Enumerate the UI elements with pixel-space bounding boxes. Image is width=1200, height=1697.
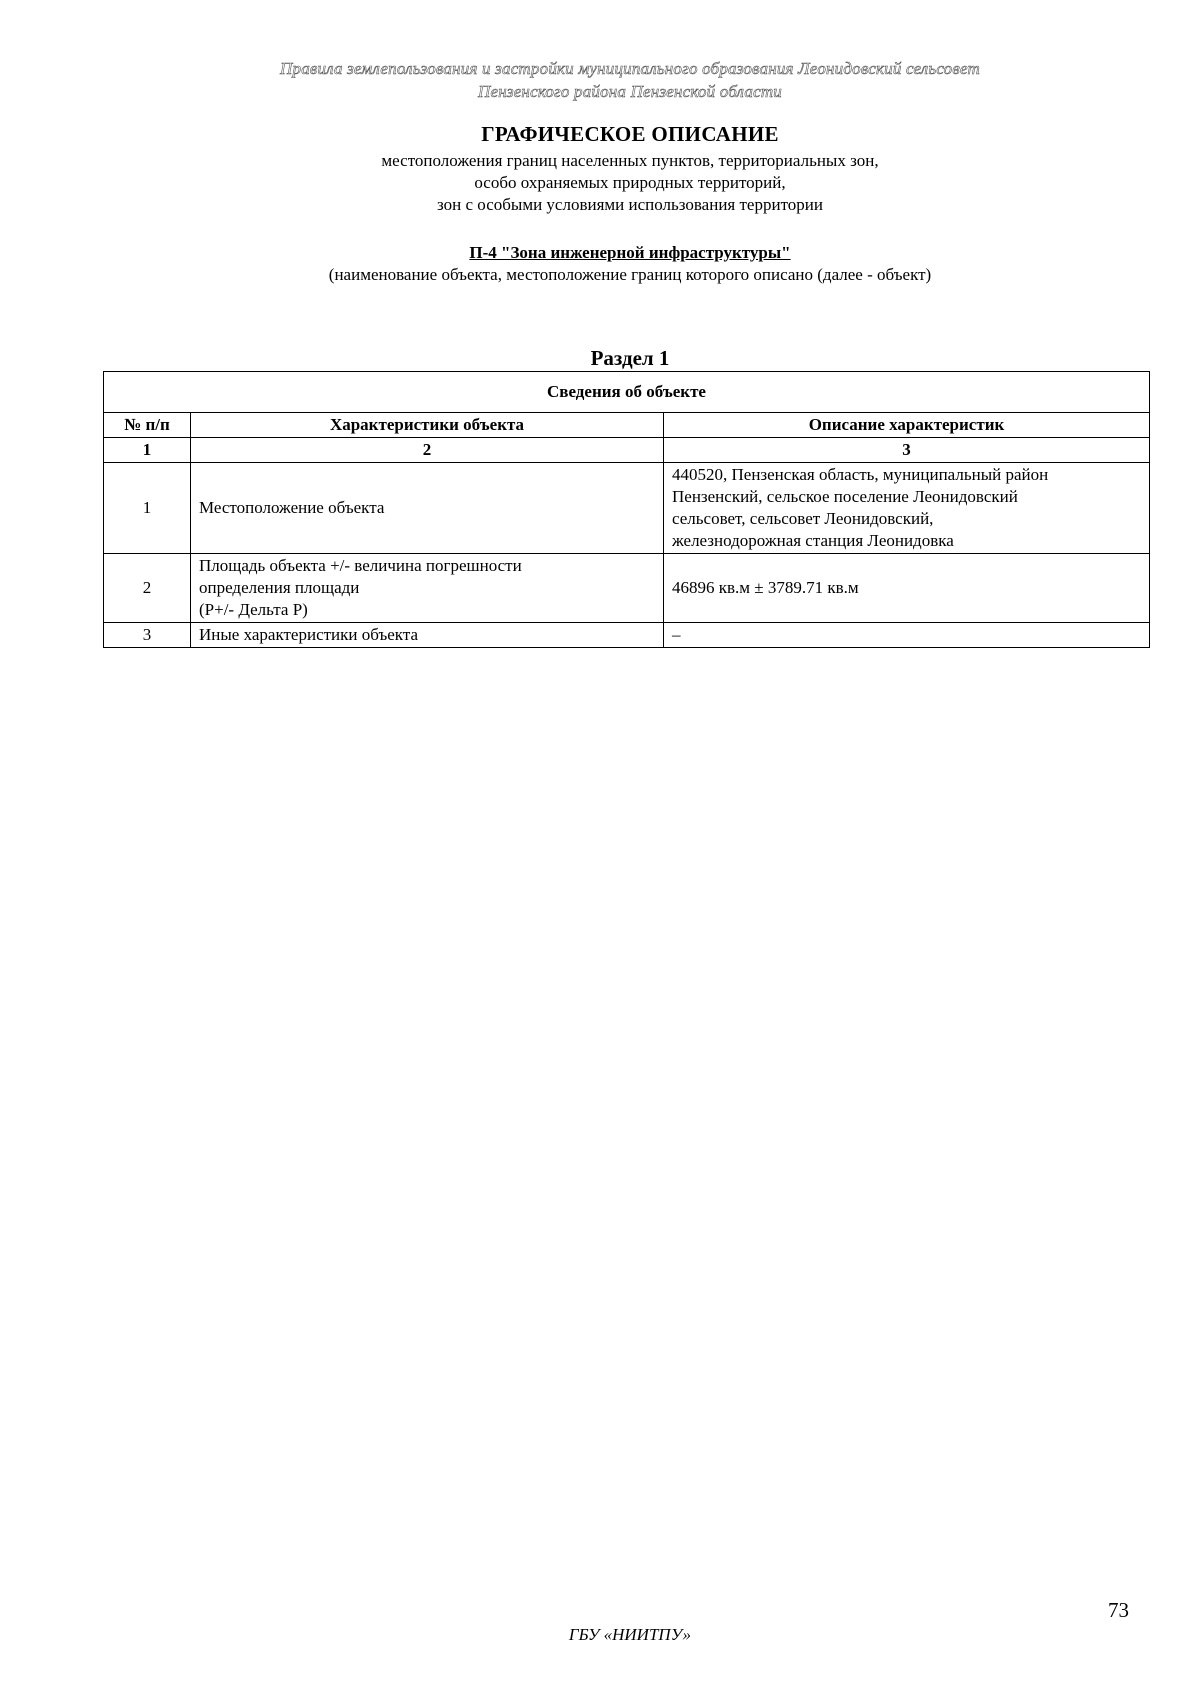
section-title: Раздел 1 (590, 346, 670, 370)
row-description: – (664, 623, 1150, 648)
column-header-number: № п/п (104, 413, 191, 438)
characteristic-line: определения площади (199, 578, 360, 597)
description-line: 440520, Пензенская область, муниципальный район (672, 465, 1049, 484)
column-number-3: 3 (664, 438, 1150, 463)
table-caption: Сведения об объекте (104, 372, 1150, 413)
column-number-1: 1 (104, 438, 191, 463)
table-row (104, 463, 1150, 554)
column-header-characteristic: Характеристики объекта (191, 413, 664, 438)
row-number: 2 (104, 554, 191, 623)
description-line: сельсовет, сельсовет Леонидовский, (672, 509, 934, 528)
row-description: 46896 кв.м ± 3789.71 кв.м (664, 554, 1150, 623)
subtitle-line-1: местоположения границ населенных пунктов, территориальных зон, (381, 151, 879, 170)
description-line: Пензенский, сельское поселение Леонидовский (672, 487, 1018, 506)
row-characteristic: Местоположение объекта (191, 463, 664, 554)
table-caption-row (104, 372, 1150, 413)
object-name: П-4 "Зона инженерной инфраструктуры" (469, 243, 791, 262)
column-number-row (104, 438, 1150, 463)
running-header-line-2: Пензенского района Пензенской области (478, 82, 782, 101)
column-number-2: 2 (191, 438, 664, 463)
row-number: 3 (104, 623, 191, 648)
row-characteristic: Иные характеристики объекта (191, 623, 664, 648)
characteristic-line: Площадь объекта +/- величина погрешности (199, 556, 522, 575)
characteristic-line: (P+/- Дельта P) (199, 600, 308, 619)
running-header-line-1: Правила землепользования и застройки муниципального образования Леонидовский сельсовет (280, 59, 980, 78)
table-header-row (104, 413, 1150, 438)
document-title: ГРАФИЧЕСКОЕ ОПИСАНИЕ (481, 122, 779, 146)
object-info-table (103, 371, 1150, 648)
column-header-description: Описание характеристик (664, 413, 1150, 438)
row-description (664, 463, 1150, 554)
table-row (104, 554, 1150, 623)
row-number: 1 (104, 463, 191, 554)
description-line: железнодорожная станция Леонидовка (672, 531, 954, 550)
subtitle-line-2: особо охраняемых природных территорий, (474, 173, 786, 192)
subtitle-line-3: зон с особыми условиями использования территории (437, 195, 823, 214)
object-name-note: (наименование объекта, местоположение границ которого описано (далее - объект) (328, 265, 932, 284)
page-number: 73 (1108, 1598, 1129, 1622)
page-footer: ГБУ «НИИТПУ» (568, 1625, 692, 1644)
row-characteristic (191, 554, 664, 623)
table-row (104, 623, 1150, 648)
